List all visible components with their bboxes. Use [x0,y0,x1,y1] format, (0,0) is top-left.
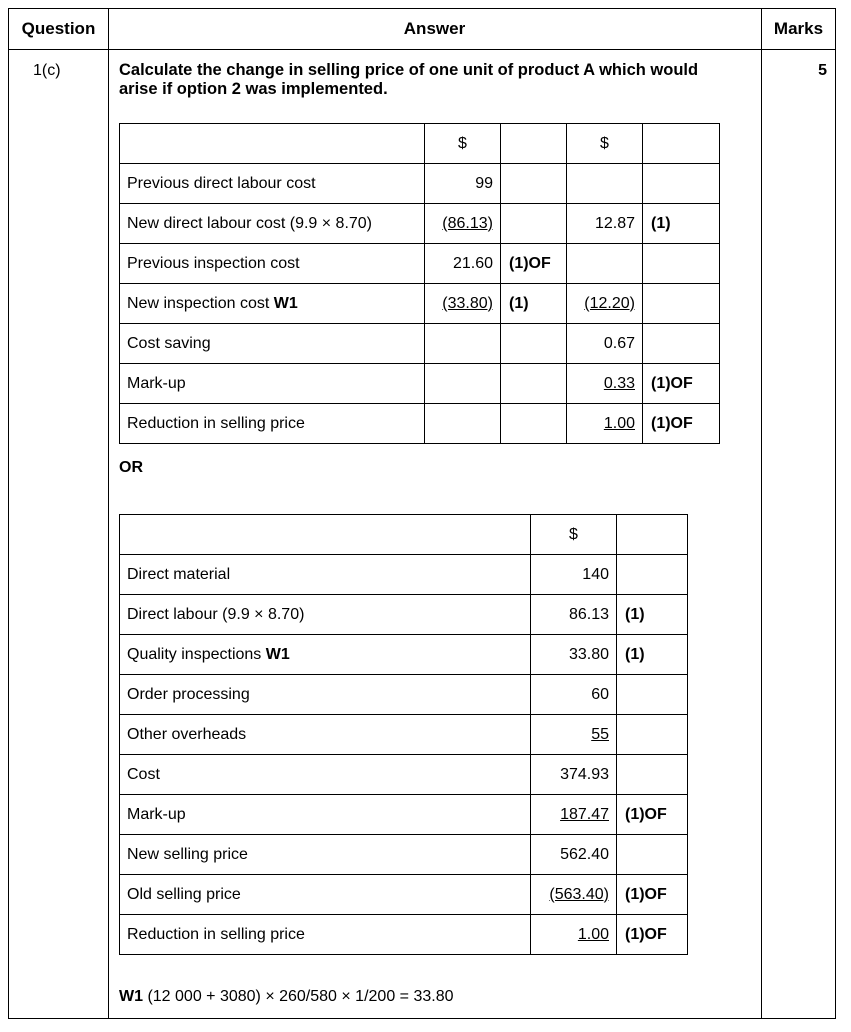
working-text: (12 000 + 3080) × 260/580 × 1/200 = 33.80 [143,988,454,1005]
value-cell-text: 187.47 [560,805,609,823]
row-label-text: Previous direct labour cost [127,174,316,192]
table-row [120,164,720,204]
mark-cell [643,284,720,324]
header-answer: Answer [403,19,466,38]
row-label [120,555,531,595]
mark-cell [617,835,688,875]
row-label [120,835,531,875]
currency-header-text: $ [600,134,609,152]
mark-cell [501,364,567,404]
value-cell [425,364,501,404]
row-label [120,364,425,404]
value-cell [425,164,501,204]
row-label-text: Old selling price [127,885,241,903]
row-label-text: Reduction in selling price [127,925,305,943]
header-marks: Marks [773,19,824,38]
row-label [120,875,531,915]
table-row [120,675,688,715]
row-label-text: Previous inspection cost [127,254,300,272]
row-label-text: Direct material [127,565,231,583]
mark-cell [617,795,688,835]
row-label-text: New inspection cost [127,294,274,312]
mark-cell [501,324,567,364]
value-cell-text: (86.13) [442,214,493,232]
table-row [120,284,720,324]
working-label: W1 [119,988,143,1005]
value-cell [531,675,617,715]
value-cell [531,875,617,915]
question-number: 1(c) [33,62,61,79]
table-header-row [120,124,720,164]
mark-cell-text: (1)OF [625,885,667,903]
table-row [120,755,688,795]
currency-header-text: $ [458,134,467,152]
row-label [120,204,425,244]
value-cell [567,244,643,284]
value-cell [531,635,617,675]
value-cell [567,284,643,324]
mark-cell-text: (1) [625,645,645,663]
value-cell-text: 21.60 [452,254,493,272]
table-row [120,715,688,755]
row-label-ref: W1 [273,294,298,312]
calculation-table-2 [119,514,688,955]
table-row [120,835,688,875]
row-label-text: Cost saving [127,334,211,352]
mark-cell [643,364,720,404]
value-cell [531,915,617,955]
table-row [120,364,720,404]
mark-scheme-frame [8,8,836,1019]
calculation-table-1 [119,123,720,444]
row-label-text: New direct labour cost (9.9 × 8.70) [127,214,373,232]
row-label-text: Cost [127,765,160,783]
row-label-text: Quality inspections [127,645,266,663]
value-cell [425,284,501,324]
row-label [120,164,425,204]
table-row [120,875,688,915]
value-cell [425,244,501,284]
value-cell [567,364,643,404]
header-label-cell [120,515,531,555]
row-label [120,595,531,635]
value-cell [531,595,617,635]
mark-header [501,124,567,164]
mark-cell-text: (1)OF [651,374,693,392]
mark-cell [501,204,567,244]
row-label-text: Order processing [127,685,250,703]
value-cell-text: 374.93 [560,765,609,783]
value-cell-text: 33.80 [568,645,609,663]
mark-cell [617,755,688,795]
value-cell [531,795,617,835]
mark-cell-text: (1)OF [651,414,693,432]
table-row [120,404,720,444]
mark-cell-text: (1) [509,294,529,312]
value-cell-text: (12.20) [584,294,635,312]
mark-cell [617,675,688,715]
row-label [120,244,425,284]
header-label-cell [120,124,425,164]
mark-cell [501,404,567,444]
mark-cell [617,595,688,635]
table-row [120,795,688,835]
row-label-text: Mark-up [127,805,186,823]
mark-cell [643,204,720,244]
mark-cell [501,244,567,284]
row-label [120,635,531,675]
currency-header-text: $ [569,525,578,543]
table-row [120,595,688,635]
mark-cell-text: (1) [651,214,671,232]
row-label [120,715,531,755]
row-label [120,755,531,795]
table-header-row [120,515,688,555]
value-cell [425,324,501,364]
mark-header [643,124,720,164]
value-cell-text: 0.67 [603,334,635,352]
header-divider [9,49,835,50]
mark-cell [501,284,567,324]
mark-cell [617,875,688,915]
question-prompt: Calculate the change in selling price of one unit of product A which would arise if option 2 was implemented. [119,61,699,98]
value-cell-text: (33.80) [442,294,493,312]
row-label-text: Direct labour (9.9 × 8.70) [127,605,305,623]
or-label: OR [119,459,143,476]
value-cell [531,715,617,755]
value-cell-text: 60 [591,685,609,703]
column-divider [761,9,762,1018]
table-row [120,555,688,595]
row-label [120,915,531,955]
row-label-text: New selling price [127,845,248,863]
mark-cell [501,164,567,204]
value-cell [531,755,617,795]
value-cell-text: 99 [475,174,493,192]
value-cell [425,404,501,444]
mark-cell-text: (1)OF [509,254,551,272]
row-label [120,675,531,715]
mark-cell [617,915,688,955]
column-divider [108,9,109,1018]
mark-cell [617,555,688,595]
table-row [120,915,688,955]
mark-cell [617,715,688,755]
mark-cell-text: (1)OF [625,805,667,823]
mark-cell [617,635,688,675]
table-row [120,324,720,364]
value-cell-text: 0.33 [603,374,635,392]
mark-cell-text: (1)OF [625,925,667,943]
value-cell-text: 12.87 [594,214,635,232]
mark-cell [643,164,720,204]
row-label-text: Reduction in selling price [127,414,305,432]
value-cell-text: 140 [582,565,609,583]
table-row [120,635,688,675]
value-cell [567,164,643,204]
mark-cell [643,324,720,364]
header-question: Question [21,19,96,38]
table-row [120,204,720,244]
value-cell-text: 86.13 [568,605,609,623]
currency-header [531,515,617,555]
value-cell [567,204,643,244]
row-label-text: Other overheads [127,725,247,743]
value-cell [567,404,643,444]
mark-cell [643,404,720,444]
value-cell [531,555,617,595]
value-cell-text: 562.40 [560,845,609,863]
row-label [120,284,425,324]
mark-header [617,515,688,555]
working-w1 [119,988,453,1006]
value-cell-text: 55 [591,725,609,743]
table-row [120,244,720,284]
marks-value: 5 [818,62,827,79]
row-label-ref: W1 [265,645,290,663]
mark-cell-text: (1) [625,605,645,623]
value-cell-text: 1.00 [603,414,635,432]
value-cell [531,835,617,875]
row-label [120,404,425,444]
value-cell-text: 1.00 [577,925,609,943]
value-cell [567,324,643,364]
currency-header [567,124,643,164]
value-cell-text: (563.40) [549,885,609,903]
mark-cell [643,244,720,284]
row-label [120,795,531,835]
currency-header [425,124,501,164]
row-label [120,324,425,364]
value-cell [425,204,501,244]
row-label-text: Mark-up [127,374,186,392]
